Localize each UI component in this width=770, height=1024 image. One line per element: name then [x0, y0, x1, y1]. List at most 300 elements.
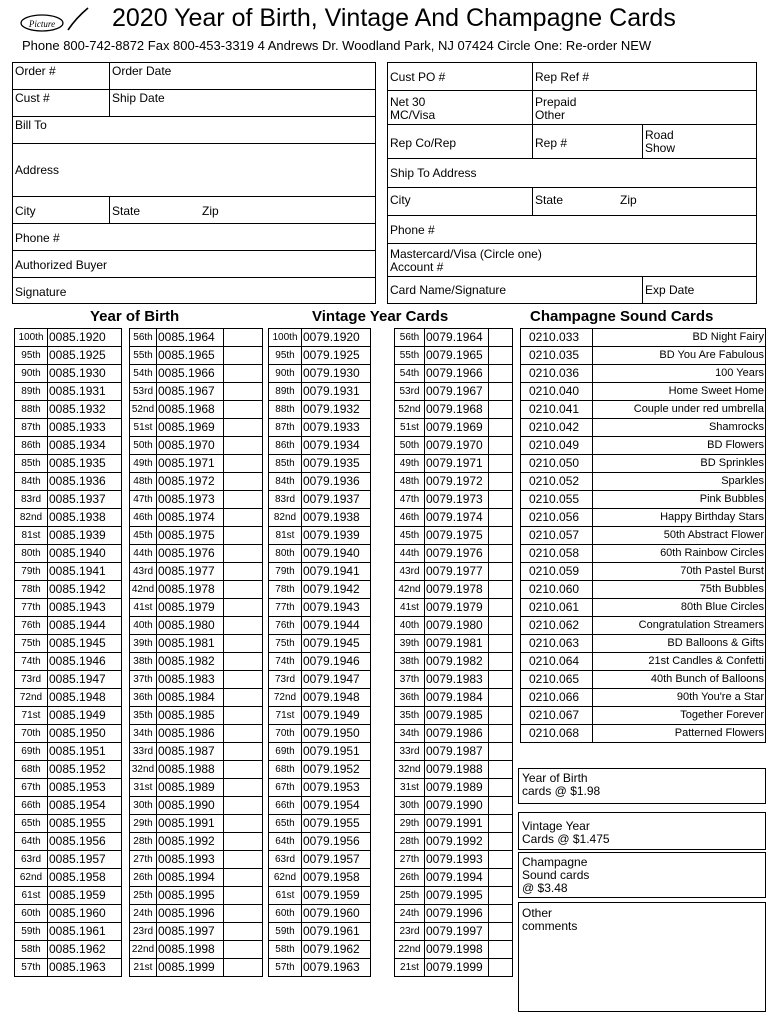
table-row [269, 437, 513, 455]
card-signature-field[interactable]: Card Name/Signature [388, 277, 643, 303]
quantity-cell[interactable] [489, 833, 513, 851]
champagne-section-title: Champagne Sound Cards [530, 308, 714, 325]
design-name-cell: BD Sprinkles [593, 455, 766, 473]
quantity-cell[interactable] [224, 743, 263, 761]
item-number-cell: 0085.1933 [48, 419, 122, 437]
item-number-cell: 0210.055 [521, 491, 593, 509]
quantity-cell[interactable] [489, 509, 513, 527]
vintage-price-label: Vintage Year [522, 819, 590, 833]
item-number-cell: 0085.1954 [48, 797, 122, 815]
quantity-cell[interactable] [224, 581, 263, 599]
table-row [269, 653, 513, 671]
table-row [521, 725, 766, 743]
quantity-cell[interactable] [224, 437, 263, 455]
quantity-cell[interactable] [489, 347, 513, 365]
item-number-cell: 0210.063 [521, 635, 593, 653]
quantity-cell[interactable] [224, 797, 263, 815]
table-row [521, 617, 766, 635]
table-row [15, 851, 263, 869]
item-number-cell: 0085.1968 [157, 401, 224, 419]
spacer-cell [122, 671, 130, 689]
quantity-cell[interactable] [489, 905, 513, 923]
item-number-cell: 0079.1989 [425, 779, 489, 797]
champagne-price-box[interactable] [518, 852, 766, 898]
anniversary-cell: 70th [269, 725, 302, 743]
quantity-cell[interactable] [489, 437, 513, 455]
quantity-cell[interactable] [224, 383, 263, 401]
comments-label: comments [522, 919, 578, 933]
design-name-cell: Pink Bubbles [593, 491, 766, 509]
item-number-cell: 0085.1978 [157, 581, 224, 599]
quantity-cell[interactable] [489, 545, 513, 563]
item-number-cell: 0085.1950 [48, 725, 122, 743]
spacer-cell [371, 329, 395, 347]
item-number-cell: 0079.1964 [425, 329, 489, 347]
item-number-cell: 0079.1931 [302, 383, 371, 401]
anniversary-cell: 34th [395, 725, 425, 743]
anniversary-cell: 83rd [15, 491, 48, 509]
design-name-cell: Couple under red umbrella [593, 401, 766, 419]
quantity-cell[interactable] [489, 725, 513, 743]
anniversary-cell: 59th [15, 923, 48, 941]
design-name-cell: 40th Bunch of Balloons [593, 671, 766, 689]
quantity-cell[interactable] [224, 671, 263, 689]
rep-co-field[interactable]: Rep Co/Rep [388, 125, 533, 159]
ship-phone-field[interactable]: Phone # [388, 216, 756, 244]
anniversary-cell: 43rd [130, 563, 157, 581]
item-number-cell: 0079.1976 [425, 545, 489, 563]
item-number-cell: 0079.1920 [302, 329, 371, 347]
anniversary-cell: 58th [269, 941, 302, 959]
quantity-cell[interactable] [489, 653, 513, 671]
table-row [521, 347, 766, 365]
anniversary-cell: 51st [395, 419, 425, 437]
quantity-cell[interactable] [489, 743, 513, 761]
item-number-cell: 0079.1963 [302, 959, 371, 977]
anniversary-cell: 83rd [269, 491, 302, 509]
item-number-cell: 0210.035 [521, 347, 593, 365]
item-number-cell: 0079.1966 [425, 365, 489, 383]
design-name-cell: 50th Abstract Flower [593, 527, 766, 545]
table-row [15, 509, 263, 527]
spacer-cell [122, 653, 130, 671]
anniversary-cell: 90th [269, 365, 302, 383]
cust-po-field[interactable]: Cust PO # [388, 63, 533, 91]
quantity-cell[interactable] [489, 923, 513, 941]
design-name-cell: 70th Pastel Burst [593, 563, 766, 581]
order-number-field[interactable]: Order # [13, 63, 110, 90]
other-comments-box[interactable] [518, 902, 766, 1012]
table-row [269, 491, 513, 509]
quantity-cell[interactable] [224, 761, 263, 779]
item-number-cell: 0085.1937 [48, 491, 122, 509]
spacer-cell [122, 365, 130, 383]
bill-to-field[interactable]: Bill To [13, 117, 375, 144]
anniversary-cell: 21st [130, 959, 157, 977]
item-number-cell: 0079.1996 [425, 905, 489, 923]
table-row [15, 329, 263, 347]
table-row [269, 743, 513, 761]
anniversary-cell: 27th [130, 851, 157, 869]
authorized-buyer-field[interactable]: Authorized Buyer [13, 251, 375, 278]
quantity-cell[interactable] [224, 941, 263, 959]
show-label: Show [645, 141, 676, 155]
spacer-cell [371, 509, 395, 527]
item-number-cell: 0085.1964 [157, 329, 224, 347]
rep-ref-field[interactable]: Rep Ref # [533, 63, 756, 91]
anniversary-cell: 95th [269, 347, 302, 365]
item-number-cell: 0085.1959 [48, 887, 122, 905]
item-number-cell: 0085.1969 [157, 419, 224, 437]
zip-field[interactable]: Zip [200, 197, 375, 224]
quantity-cell[interactable] [224, 869, 263, 887]
anniversary-cell: 61st [269, 887, 302, 905]
signature-field[interactable]: Signature [15, 285, 67, 299]
address-field[interactable]: Address [13, 144, 375, 197]
spacer-cell [371, 617, 395, 635]
table-row [269, 797, 513, 815]
quantity-cell[interactable] [489, 635, 513, 653]
anniversary-cell: 52nd [130, 401, 157, 419]
anniversary-cell: 41st [395, 599, 425, 617]
item-number-cell: 0079.1955 [302, 815, 371, 833]
quantity-cell[interactable] [224, 599, 263, 617]
quantity-cell[interactable] [224, 653, 263, 671]
spacer-cell [371, 401, 395, 419]
table-row [15, 419, 263, 437]
quantity-cell[interactable] [489, 419, 513, 437]
item-number-cell: 0079.1960 [302, 905, 371, 923]
quantity-cell[interactable] [224, 779, 263, 797]
card-account-field[interactable] [388, 244, 756, 277]
anniversary-cell: 52nd [395, 401, 425, 419]
quantity-cell[interactable] [224, 545, 263, 563]
quantity-cell[interactable] [224, 491, 263, 509]
spacer-cell [122, 527, 130, 545]
spacer-cell [371, 365, 395, 383]
anniversary-cell: 28th [395, 833, 425, 851]
table-row [269, 599, 513, 617]
item-number-cell: 0085.1946 [48, 653, 122, 671]
table-row [15, 635, 263, 653]
anniversary-cell: 78th [15, 581, 48, 599]
spacer-cell [122, 797, 130, 815]
item-number-cell: 0079.1943 [302, 599, 371, 617]
quantity-cell[interactable] [224, 455, 263, 473]
table-row [269, 365, 513, 383]
road-show-option[interactable] [643, 125, 756, 159]
anniversary-cell: 46th [130, 509, 157, 527]
quantity-cell[interactable] [224, 725, 263, 743]
anniversary-cell: 79th [269, 563, 302, 581]
table-row [15, 905, 263, 923]
table-row [521, 545, 766, 563]
item-number-cell: 0085.1982 [157, 653, 224, 671]
anniversary-cell: 69th [15, 743, 48, 761]
bill-to-form [12, 62, 376, 304]
quantity-cell[interactable] [489, 707, 513, 725]
anniversary-cell: 25th [395, 887, 425, 905]
ship-city-field[interactable]: City [388, 188, 533, 216]
quantity-cell[interactable] [224, 473, 263, 491]
anniversary-cell: 30th [395, 797, 425, 815]
quantity-cell[interactable] [489, 527, 513, 545]
quantity-cell[interactable] [489, 671, 513, 689]
quantity-cell[interactable] [489, 959, 513, 977]
anniversary-cell: 36th [130, 689, 157, 707]
anniversary-cell: 58th [15, 941, 48, 959]
net30-mcvisa-option[interactable] [388, 91, 533, 125]
quantity-cell[interactable] [224, 851, 263, 869]
anniversary-cell: 34th [130, 725, 157, 743]
anniversary-cell: 36th [395, 689, 425, 707]
anniversary-cell: 35th [130, 707, 157, 725]
quantity-cell[interactable] [489, 599, 513, 617]
quantity-cell[interactable] [489, 941, 513, 959]
quantity-cell[interactable] [489, 851, 513, 869]
quantity-cell[interactable] [224, 563, 263, 581]
quantity-cell[interactable] [489, 797, 513, 815]
quantity-cell[interactable] [224, 923, 263, 941]
yob-price-box[interactable] [518, 768, 766, 804]
state-field[interactable]: State [110, 197, 200, 224]
anniversary-cell: 55th [395, 347, 425, 365]
quantity-cell[interactable] [224, 509, 263, 527]
quantity-cell[interactable] [489, 761, 513, 779]
quantity-cell[interactable] [224, 347, 263, 365]
quantity-cell[interactable] [489, 617, 513, 635]
design-name-cell: BD Balloons & Gifts [593, 635, 766, 653]
item-number-cell: 0085.1983 [157, 671, 224, 689]
anniversary-cell: 89th [269, 383, 302, 401]
item-number-cell: 0079.1951 [302, 743, 371, 761]
design-name-cell: 75th Bubbles [593, 581, 766, 599]
table-row [521, 329, 766, 347]
anniversary-cell: 31st [130, 779, 157, 797]
table-row [521, 581, 766, 599]
spacer-cell [371, 869, 395, 887]
table-row [521, 365, 766, 383]
item-number-cell: 0210.068 [521, 725, 593, 743]
quantity-cell[interactable] [489, 563, 513, 581]
item-number-cell: 0079.1957 [302, 851, 371, 869]
item-number-cell: 0085.1958 [48, 869, 122, 887]
spacer-cell [122, 419, 130, 437]
anniversary-cell: 53rd [130, 383, 157, 401]
ship-date-field[interactable]: Ship Date [110, 90, 375, 117]
table-row [269, 815, 513, 833]
vintage-price-box[interactable] [518, 812, 766, 850]
item-number-cell: 0085.1975 [157, 527, 224, 545]
anniversary-cell: 47th [130, 491, 157, 509]
item-number-cell: 0079.1952 [302, 761, 371, 779]
quantity-cell[interactable] [224, 527, 263, 545]
quantity-cell[interactable] [224, 905, 263, 923]
quantity-cell[interactable] [489, 581, 513, 599]
anniversary-cell: 40th [395, 617, 425, 635]
anniversary-cell: 76th [15, 617, 48, 635]
spacer-cell [122, 707, 130, 725]
item-number-cell: 0079.1954 [302, 797, 371, 815]
table-row [15, 617, 263, 635]
item-number-cell: 0210.060 [521, 581, 593, 599]
item-number-cell: 0085.1977 [157, 563, 224, 581]
quantity-cell[interactable] [489, 491, 513, 509]
anniversary-cell: 49th [395, 455, 425, 473]
item-number-cell: 0079.1961 [302, 923, 371, 941]
quantity-cell[interactable] [489, 401, 513, 419]
table-row [15, 563, 263, 581]
item-number-cell: 0085.1961 [48, 923, 122, 941]
anniversary-cell: 39th [395, 635, 425, 653]
anniversary-cell: 60th [269, 905, 302, 923]
design-name-cell: BD Flowers [593, 437, 766, 455]
quantity-cell[interactable] [489, 887, 513, 905]
quantity-cell[interactable] [224, 707, 263, 725]
quantity-cell[interactable] [489, 869, 513, 887]
ship-zip-field[interactable]: Zip [618, 188, 756, 216]
spacer-cell [371, 599, 395, 617]
item-number-cell: 0079.1973 [425, 491, 489, 509]
item-number-cell: 0210.042 [521, 419, 593, 437]
quantity-cell[interactable] [224, 887, 263, 905]
order-date-field[interactable]: Order Date [110, 63, 375, 90]
table-row [521, 653, 766, 671]
anniversary-cell: 62nd [15, 869, 48, 887]
quantity-cell[interactable] [489, 455, 513, 473]
anniversary-cell: 84th [15, 473, 48, 491]
mcvisa-label: MC/Visa [390, 108, 436, 122]
anniversary-cell: 37th [130, 671, 157, 689]
quantity-cell[interactable] [224, 959, 263, 977]
quantity-cell[interactable] [224, 617, 263, 635]
item-number-cell: 0210.057 [521, 527, 593, 545]
ship-state-field[interactable]: State [533, 188, 618, 216]
item-number-cell: 0210.033 [521, 329, 593, 347]
exp-date-field[interactable]: Exp Date [645, 283, 695, 297]
item-number-cell: 0085.1956 [48, 833, 122, 851]
quantity-cell[interactable] [489, 689, 513, 707]
table-row [269, 941, 513, 959]
item-number-cell: 0085.1981 [157, 635, 224, 653]
item-number-cell: 0085.1973 [157, 491, 224, 509]
table-row [15, 689, 263, 707]
quantity-cell[interactable] [489, 473, 513, 491]
spacer-cell [122, 689, 130, 707]
yob-price-label: Year of Birth [522, 771, 588, 785]
quantity-cell[interactable] [224, 689, 263, 707]
quantity-cell[interactable] [224, 401, 263, 419]
anniversary-cell: 80th [269, 545, 302, 563]
anniversary-cell: 77th [269, 599, 302, 617]
yob-price-value: cards @ $1.98 [522, 784, 601, 798]
quantity-cell[interactable] [224, 419, 263, 437]
table-row [15, 707, 263, 725]
item-number-cell: 0210.059 [521, 563, 593, 581]
vintage-section-title: Vintage Year Cards [312, 308, 449, 325]
spacer-cell [371, 545, 395, 563]
table-row [269, 959, 513, 977]
spacer-cell [371, 815, 395, 833]
cust-number-field[interactable]: Cust # [13, 90, 110, 117]
table-row [521, 509, 766, 527]
item-number-cell: 0085.1972 [157, 473, 224, 491]
spacer-cell [371, 437, 395, 455]
item-number-cell: 0079.1995 [425, 887, 489, 905]
champagne-price-label-2: Sound cards [522, 868, 590, 882]
rep-number-field[interactable]: Rep # [533, 125, 643, 159]
quantity-cell[interactable] [489, 815, 513, 833]
prepaid-other-option[interactable] [533, 91, 756, 125]
table-row [269, 761, 513, 779]
table-row [15, 761, 263, 779]
table-row [15, 923, 263, 941]
item-number-cell: 0079.1934 [302, 437, 371, 455]
table-row [15, 887, 263, 905]
item-number-cell: 0079.1993 [425, 851, 489, 869]
quantity-cell[interactable] [224, 833, 263, 851]
anniversary-cell: 49th [130, 455, 157, 473]
spacer-cell [371, 563, 395, 581]
anniversary-cell: 81st [269, 527, 302, 545]
phone-field[interactable]: Phone # [13, 224, 375, 251]
design-name-cell: 90th You're a Star [593, 689, 766, 707]
item-number-cell: 0085.1949 [48, 707, 122, 725]
table-row [521, 527, 766, 545]
table-row [269, 635, 513, 653]
quantity-cell[interactable] [489, 779, 513, 797]
spacer-cell [122, 455, 130, 473]
item-number-cell: 0079.1925 [302, 347, 371, 365]
table-row [15, 653, 263, 671]
quantity-cell[interactable] [224, 365, 263, 383]
item-number-cell: 0085.1974 [157, 509, 224, 527]
design-name-cell: 100 Years [593, 365, 766, 383]
anniversary-cell: 50th [130, 437, 157, 455]
item-number-cell: 0079.1985 [425, 707, 489, 725]
item-number-cell: 0079.1953 [302, 779, 371, 797]
quantity-cell[interactable] [224, 329, 263, 347]
city-field[interactable]: City [13, 197, 110, 224]
item-number-cell: 0210.065 [521, 671, 593, 689]
item-number-cell: 0079.1977 [425, 563, 489, 581]
ship-to-address-field[interactable]: Ship To Address [388, 159, 756, 188]
quantity-cell[interactable] [489, 365, 513, 383]
item-number-cell: 0210.064 [521, 653, 593, 671]
spacer-cell [122, 509, 130, 527]
table-row [269, 905, 513, 923]
yob-section-title: Year of Birth [90, 308, 180, 325]
anniversary-cell: 51st [130, 419, 157, 437]
item-number-cell: 0085.1989 [157, 779, 224, 797]
quantity-cell[interactable] [489, 383, 513, 401]
spacer-cell [122, 635, 130, 653]
anniversary-cell: 23rd [130, 923, 157, 941]
anniversary-cell: 24th [130, 905, 157, 923]
item-number-cell: 0079.1987 [425, 743, 489, 761]
table-row [521, 491, 766, 509]
item-number-cell: 0210.062 [521, 617, 593, 635]
item-number-cell: 0079.1930 [302, 365, 371, 383]
quantity-cell[interactable] [489, 329, 513, 347]
spacer-cell [122, 581, 130, 599]
anniversary-cell: 56th [395, 329, 425, 347]
quantity-cell[interactable] [224, 815, 263, 833]
item-number-cell: 0079.1932 [302, 401, 371, 419]
table-row [269, 563, 513, 581]
quantity-cell[interactable] [224, 635, 263, 653]
spacer-cell [371, 689, 395, 707]
